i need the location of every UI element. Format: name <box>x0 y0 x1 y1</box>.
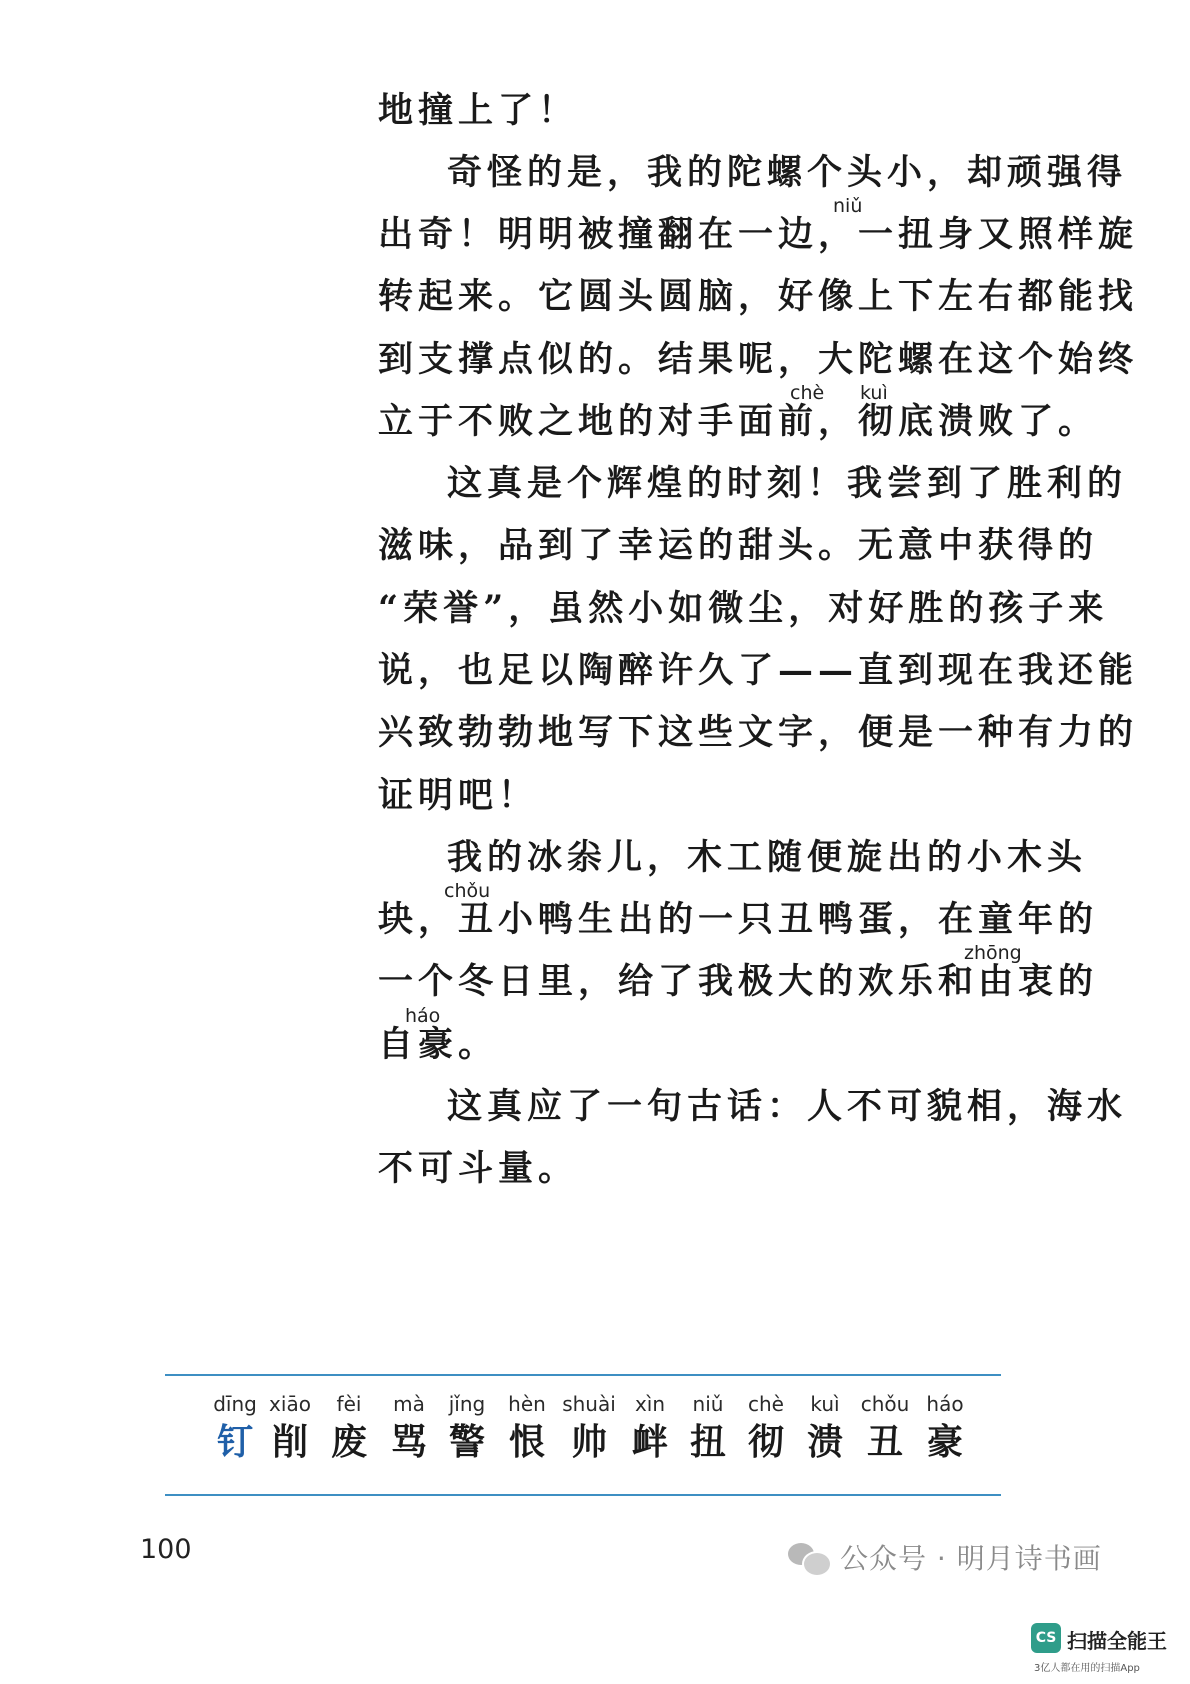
vocab-pinyin: xiāo <box>269 1392 311 1416</box>
vocab-item <box>736 1392 796 1464</box>
vocab-item <box>260 1392 320 1464</box>
text-line: 这真应了一句古话：人不可貌相，海水 <box>447 1086 1128 1127</box>
vocab-item <box>205 1392 265 1464</box>
vocab-item <box>437 1392 497 1464</box>
vocab-char: 废 <box>330 1421 367 1463</box>
vocab-pinyin: xìn <box>634 1392 666 1416</box>
vocab-char: 钉 <box>216 1421 253 1463</box>
text-line: 我的冰尜儿，木工随便旋出的小木头 <box>447 837 1088 878</box>
vocab-item <box>319 1392 379 1464</box>
logo-app-name: 扫描全能王 <box>1067 1629 1167 1653</box>
text-line: 到支撑点似的。结果呢，大陀螺在这个始终 <box>378 339 1139 380</box>
text-line: 一个冬日里，给了我极大的欢乐和由衷的 <box>378 961 1099 1002</box>
pinyin-annotation: háo <box>405 1005 441 1027</box>
page-number: 100 <box>140 1534 192 1565</box>
vocab-item <box>379 1392 439 1464</box>
vocab-pinyin: niǔ <box>692 1392 724 1416</box>
vocab-char: 恨 <box>508 1421 545 1463</box>
text-line: 立于不败之地的对手面前，彻底溃败了。 <box>378 401 1099 442</box>
watermark-text: 公众号 · 明月诗书画 <box>840 1542 1102 1575</box>
text-line: 滋味，品到了幸运的甜头。无意中获得的 <box>378 525 1099 566</box>
vocab-bottom-rule <box>165 1494 1001 1496</box>
vocab-pinyin: chè <box>748 1392 784 1416</box>
vocab-item <box>497 1392 557 1464</box>
vocab-char: 警 <box>448 1421 485 1463</box>
text-line: 自豪。 <box>378 1024 499 1065</box>
text-line: 转起来。它圆头圆脑，好像上下左右都能找 <box>378 276 1139 317</box>
pinyin-annotation: kuì <box>860 382 888 404</box>
wechat-icon <box>788 1539 830 1575</box>
cs-badge-icon: CS <box>1031 1623 1061 1653</box>
vocab-char: 衅 <box>631 1421 668 1463</box>
vocab-pinyin: hèn <box>508 1392 546 1416</box>
logo-tagline: 3亿人都在用的扫描App <box>1034 1663 1140 1674</box>
text-line: 块，丑小鸭生出的一只丑鸭蛋，在童年的 <box>378 899 1099 940</box>
vocab-pinyin: chǒu <box>860 1392 910 1416</box>
vocab-pinyin: mà <box>393 1392 425 1416</box>
vocab-pinyin: jǐng <box>448 1392 486 1416</box>
vocab-pinyin: dīng <box>213 1392 257 1416</box>
vocab-char: 削 <box>271 1421 308 1463</box>
text-line: 证明吧！ <box>378 775 539 816</box>
vocab-top-rule <box>165 1374 1001 1376</box>
text-line: 出奇！明明被撞翻在一边，一扭身又照样旋 <box>378 214 1139 255</box>
vocab-pinyin: shuài <box>562 1392 616 1416</box>
vocab-char: 骂 <box>390 1421 427 1463</box>
vocab-item <box>915 1392 975 1464</box>
text-line: 这真是个辉煌的时刻！我尝到了胜利的 <box>447 463 1128 504</box>
vocab-characters <box>205 1392 985 1492</box>
vocab-item <box>795 1392 855 1464</box>
vocab-item <box>559 1392 619 1464</box>
vocab-item <box>678 1392 738 1464</box>
vocab-pinyin: fèi <box>336 1392 362 1416</box>
text-line: 地撞上了！ <box>378 90 579 131</box>
vocab-item <box>620 1392 680 1464</box>
vocab-char: 扭 <box>689 1421 726 1463</box>
vocab-pinyin: háo <box>926 1392 964 1416</box>
text-line: “荣誉”，虽然小如微尘，对好胜的孩子来 <box>378 588 1109 629</box>
text-line: 兴致勃勃地写下这些文字，便是一种有力的 <box>378 712 1139 753</box>
vocab-char: 彻 <box>747 1421 784 1463</box>
vocab-item <box>855 1392 915 1464</box>
pinyin-annotation: chè <box>790 382 825 404</box>
pinyin-annotation: niǔ <box>833 195 863 217</box>
vocab-char: 丑 <box>866 1421 903 1463</box>
vocab-pinyin: kuì <box>810 1392 840 1416</box>
text-line: 不可斗量。 <box>378 1148 579 1189</box>
vocab-char: 溃 <box>806 1421 843 1463</box>
vocab-char: 帅 <box>570 1421 607 1463</box>
wechat-watermark <box>788 1535 1102 1579</box>
text-line: 奇怪的是，我的陀螺个头小，却顽强得 <box>447 152 1128 193</box>
text-line: 说，也足以陶醉许久了——直到现在我还能 <box>378 650 1139 691</box>
pinyin-annotation: chǒu <box>444 880 491 902</box>
pinyin-annotation: zhōng <box>964 942 1022 964</box>
scanner-app-logo <box>1031 1623 1181 1675</box>
vocab-char: 豪 <box>926 1421 963 1463</box>
